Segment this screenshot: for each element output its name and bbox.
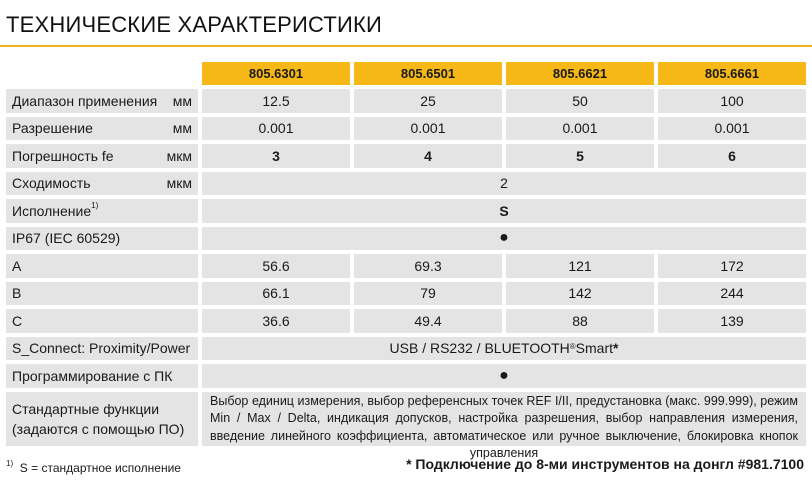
unit-text: мм [172,120,192,137]
table-cell: 79 [354,282,502,306]
column-header: 805.6621 [506,62,654,85]
table-cell: 121 [506,254,654,278]
label-text: (задаются с помощью ПО) [12,420,185,437]
table-cell: 0.001 [658,117,806,141]
label-text: IP67 (IEC 60529) [12,230,121,247]
label-text: Сходимость [12,175,91,192]
row-label-programming [6,364,198,388]
asterisk-marker: * [613,340,619,357]
table-cell: 88 [506,309,654,333]
label-text: Стандартные функции [12,400,160,417]
table-cell: 4 [354,144,502,168]
standard-functions-text: Выбор единиц измерения, выбор референсных точек REF I/II, предустановка (макс. 999.999), режим Min / Max / Delta, индикация допусков, настройка разрешения, выбор направления измерения, введение линейного коэффициента, автоматическое или ручное выключение, блокировка кнопок управления [202,392,806,446]
registered-mark: ® [569,341,576,351]
table-cell: 244 [658,282,806,306]
row-label-c [6,309,198,333]
label-text: S_Connect: Proximity/Power [12,340,191,357]
specs-table [6,62,806,460]
footnote-text: S = стандартное исполнение [19,461,181,475]
row-label-error [6,144,198,168]
unit-text: мкм [166,147,192,164]
unit-text: мм [172,92,192,109]
label-text: Программирование с ПК [12,367,173,384]
label-text: Диапазон применения [12,92,158,109]
row-label-ip67 [6,227,198,251]
row-label-repeatability [6,172,198,196]
table-cell: 2 [202,172,806,196]
connect-tail: Smart [575,340,614,357]
header-corner [6,62,198,85]
column-header: 805.6661 [658,62,806,85]
table-cell: 5 [506,144,654,168]
footnote [6,461,181,475]
row-label-b [6,282,198,306]
table-cell: 100 [658,89,806,113]
label-text: B [12,285,22,302]
row-label-resolution [6,117,198,141]
row-label-a [6,254,198,278]
page-title: ТЕХНИЧЕСКИЕ ХАРАКТЕРИСТИКИ [6,12,382,37]
table-cell: 6 [658,144,806,168]
table-cell: 139 [658,309,806,333]
footnote-marker: 1) [6,459,14,468]
table-cell: 36.6 [202,309,350,333]
table-cell: 12.5 [202,89,350,113]
dongle-note: * Подключение до 8-ми инструментов на донгл #981.7100 [406,456,804,472]
label-text: Исполнение$^{1)}$ [12,200,99,219]
connect-text: USB / RS232 / BLUETOOTH [389,340,570,357]
table-cell: 0.001 [506,117,654,141]
column-header: 805.6301 [202,62,350,85]
row-label-standard [6,392,198,446]
table-cell: 0.001 [202,117,350,141]
table-cell: 172 [658,254,806,278]
label-text: Погрешность fe [12,147,114,164]
table-cell: 69.3 [354,254,502,278]
table-cell: 142 [506,282,654,306]
row-label-version [6,199,198,223]
table-cell: 56.6 [202,254,350,278]
footnote-marker: 1) [91,200,99,210]
table-cell: S [202,199,806,223]
row-label-range [6,89,198,113]
column-header: 805.6501 [354,62,502,85]
table-cell [202,337,806,361]
table-cell: 3 [202,144,350,168]
table-cell: 50 [506,89,654,113]
bullet-icon: ● [202,227,806,251]
table-cell: 66.1 [202,282,350,306]
bullet-icon: ● [202,364,806,388]
table-cell: 49.4 [354,309,502,333]
label-text: A [12,257,22,274]
table-cell: 0.001 [354,117,502,141]
table-cell: 25 [354,89,502,113]
title-divider [0,45,812,47]
label-text: Разрешение [12,120,93,137]
row-label-s-connect [6,337,198,361]
label-text: C [12,312,23,329]
unit-text: мкм [166,175,192,192]
